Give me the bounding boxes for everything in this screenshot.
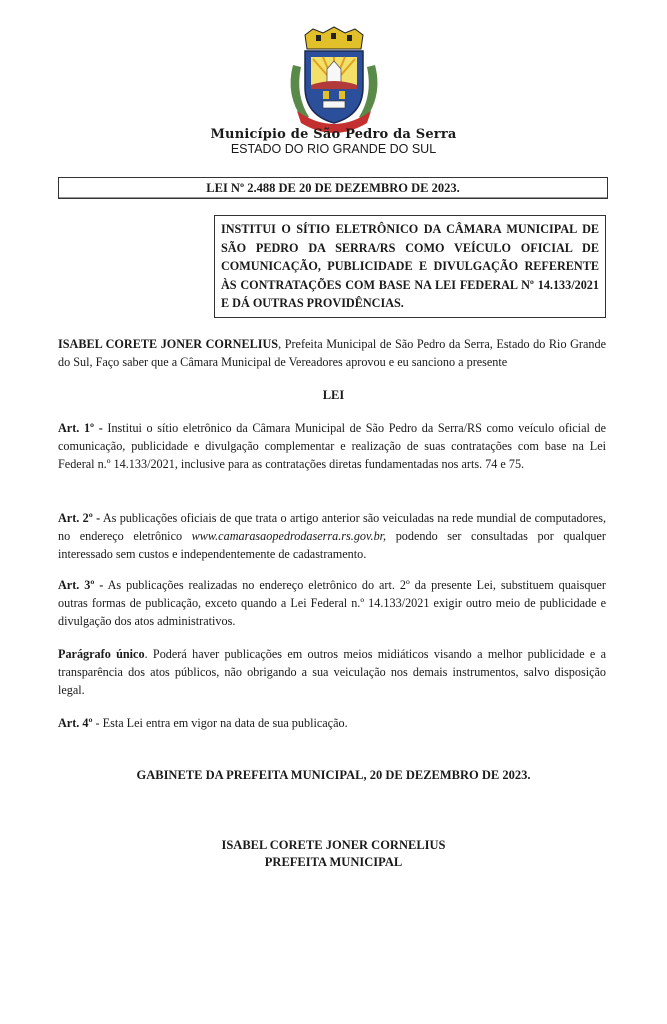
article-1-label: Art. 1º -: [58, 421, 103, 435]
signature-name: ISABEL CORETE JONER CORNELIUS: [221, 838, 446, 852]
law-title: LEI Nº 2.488 DE 20 DE DEZEMBRO DE 2023.: [58, 177, 608, 199]
signature-role: PREFEITA MUNICIPAL: [264, 855, 403, 869]
municipal-coat-of-arms-icon: [283, 25, 385, 135]
state-name: ESTADO DO RIO GRANDE DO SUL: [230, 142, 437, 156]
closing-line: GABINETE DA PREFEITA MUNICIPAL, 20 DE DEZEMBRO DE 2023.: [136, 768, 531, 782]
sole-paragraph-text: . Poderá haver publicações em outros meios midiáticos visando a melhor publicidade e a transparência dos atos públicos, não obrigando a sua veiculação nos demais instrumentos, salvo disposição legal.: [58, 647, 606, 697]
municipality-name: Município de São Pedro da Serra: [210, 127, 457, 142]
article-4-text: - Esta Lei entra em vigor na data de sua publicação.: [92, 716, 348, 730]
article-4-label: Art. 4º: [58, 716, 93, 730]
lei-heading: LEI: [322, 388, 345, 402]
article-3: [58, 577, 606, 630]
article-1: [58, 420, 606, 473]
law-summary: INSTITUI O SÍTIO ELETRÔNICO DA CÂMARA MUNICIPAL DE SÃO PEDRO DA SERRA/RS COMO VEÍCULO OFICIAL DE COMUNICAÇÃO, PUBLICIDADE E DIVULGAÇÃO REFERENTE ÀS CONTRATAÇÕES COM BASE NA LEI FEDERAL Nº 14.133/2021 E DÁ OUTRAS PROVIDÊNCIAS.: [214, 215, 606, 318]
article-2-text-after: podendo ser consultadas por qualquer interessado sem custos e independentemente de cadastramento.: [58, 528, 606, 561]
article-1-text: Institui o sítio eletrônico da Câmara Municipal de São Pedro da Serra/RS como veículo oficial de comunicação, publicidade e divulgação complementar e realização de suas contratações com base na Lei Federal n.º 14.133/2021, inclusive para as contratações diretas fundamentadas nos arts. 74 e 75.: [58, 421, 607, 471]
article-4: [58, 715, 606, 733]
article-3-text: As publicações realizadas no endereço eletrônico do art. 2º da presente Lei, substituem quaisquer outras formas de publicação, exceto quando a Lei Federal n.º 14.133/2021 exigir outro meio de publicidade e divulgação dos atos administrativos.: [58, 578, 606, 628]
sole-paragraph-label: Parágrafo único: [58, 647, 145, 661]
article-2-text-before: As publicações oficiais de que trata o artigo anterior são veiculadas na rede mundial de computadores, no endereço eletrônico: [58, 511, 606, 543]
mayor-name: ISABEL CORETE JONER CORNELIUS: [58, 337, 279, 351]
sole-paragraph: [58, 646, 606, 699]
article-2-url: www.camarasaopedrodaserra.rs.gov.br,: [191, 528, 387, 543]
article-2: [58, 510, 606, 563]
preamble-paragraph: [58, 336, 606, 372]
article-3-label: Art. 3º -: [58, 578, 104, 592]
preamble-text: , Prefeita Municipal de São Pedro da Serra, Estado do Rio Grande do Sul, Faço saber que a Câmara Municipal de Vereadores aprovou e eu sanciono a presente: [58, 337, 606, 369]
article-2-label: Art. 2º -: [58, 511, 101, 525]
